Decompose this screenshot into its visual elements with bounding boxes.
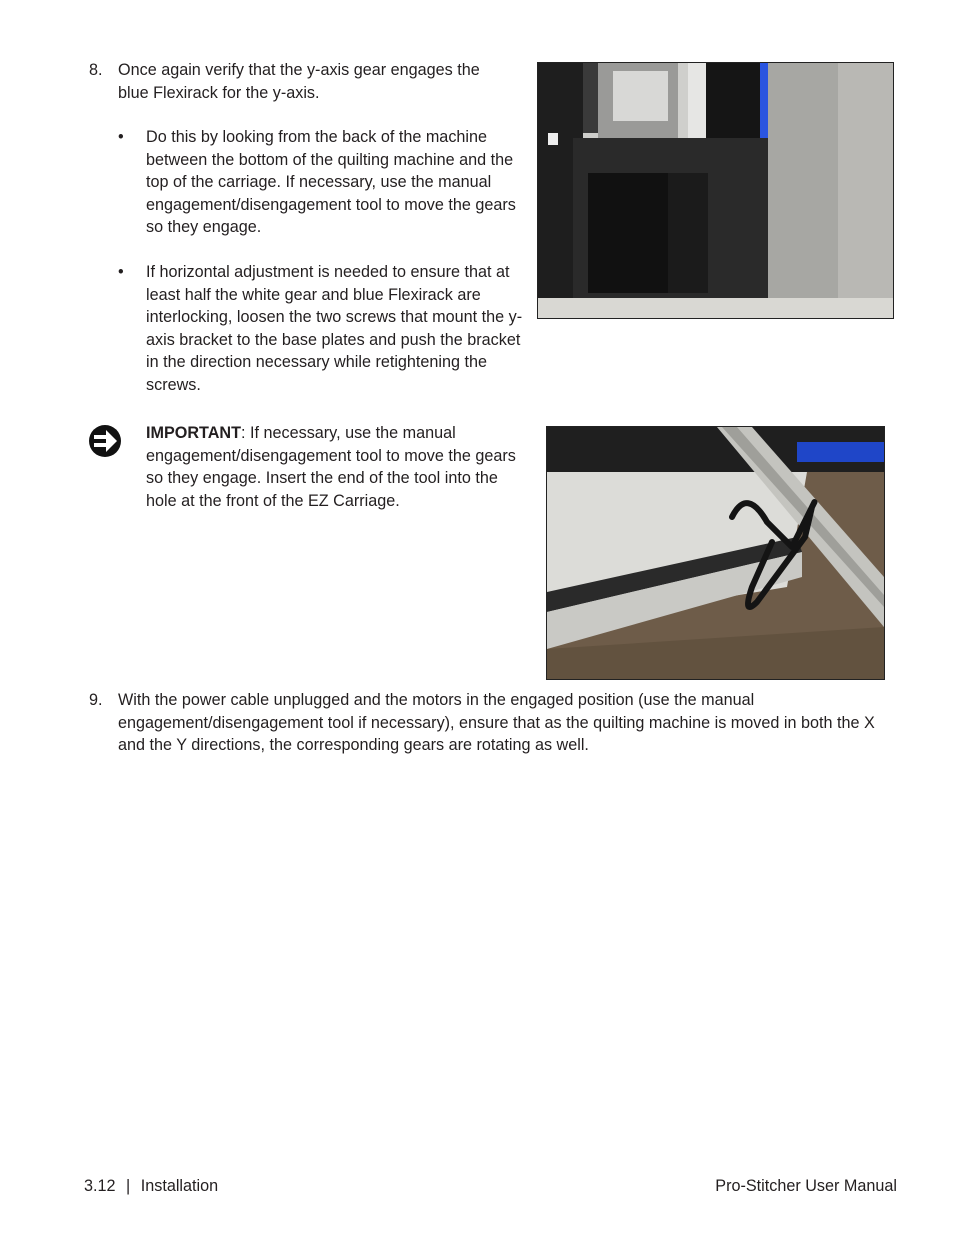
engagement-tool-photo — [546, 426, 885, 680]
bullet-2-text: If horizontal adjustment is needed to ensure that at least half the white gear and blue Flexirack are interlocking, loosen the two screws that mount the y-axis bracket to the base plates and push the bracket in the direction necessary while retightening the screws. — [146, 263, 523, 394]
step-8-number: 8. — [89, 61, 103, 79]
important-label: IMPORTANT — [146, 424, 242, 442]
step-9-text: With the power cable unplugged and the motors in the engaged position (use the manual engagement/disengagement tool if necessary), ensure that as the quilting machine is moved in both the X and the Y directions, the corresponding gears are rotating as well. — [118, 691, 875, 754]
bullet-2-symbol: • — [118, 263, 124, 281]
bullet-1-symbol: • — [118, 128, 124, 146]
page-number: 3.12 — [84, 1177, 116, 1195]
footer-left — [84, 1175, 218, 1198]
step-8-text: Once again verify that the y-axis gear engages the blue Flexirack for the y-axis. — [118, 61, 480, 102]
footer-separator: | — [126, 1177, 131, 1195]
arrow-right-circle-icon — [88, 424, 122, 465]
step-9-number: 9. — [89, 691, 103, 709]
important-text: : If necessary, use the manual engagement/disengagement tool to move the gears so they engage. Insert the end of the tool into the hole at the front of the EZ Carriage. — [146, 424, 516, 510]
gear-flexirack-photo — [537, 62, 894, 319]
bullet-1-text: Do this by looking from the back of the machine between the bottom of the quilting machine and the top of the carriage. If necessary, use the manual engagement/disengagement tool to move the gears so they engage. — [146, 128, 516, 236]
important-note — [146, 422, 516, 512]
manual-title: Pro-Stitcher User Manual — [715, 1177, 897, 1195]
section-name: Installation — [140, 1177, 219, 1195]
